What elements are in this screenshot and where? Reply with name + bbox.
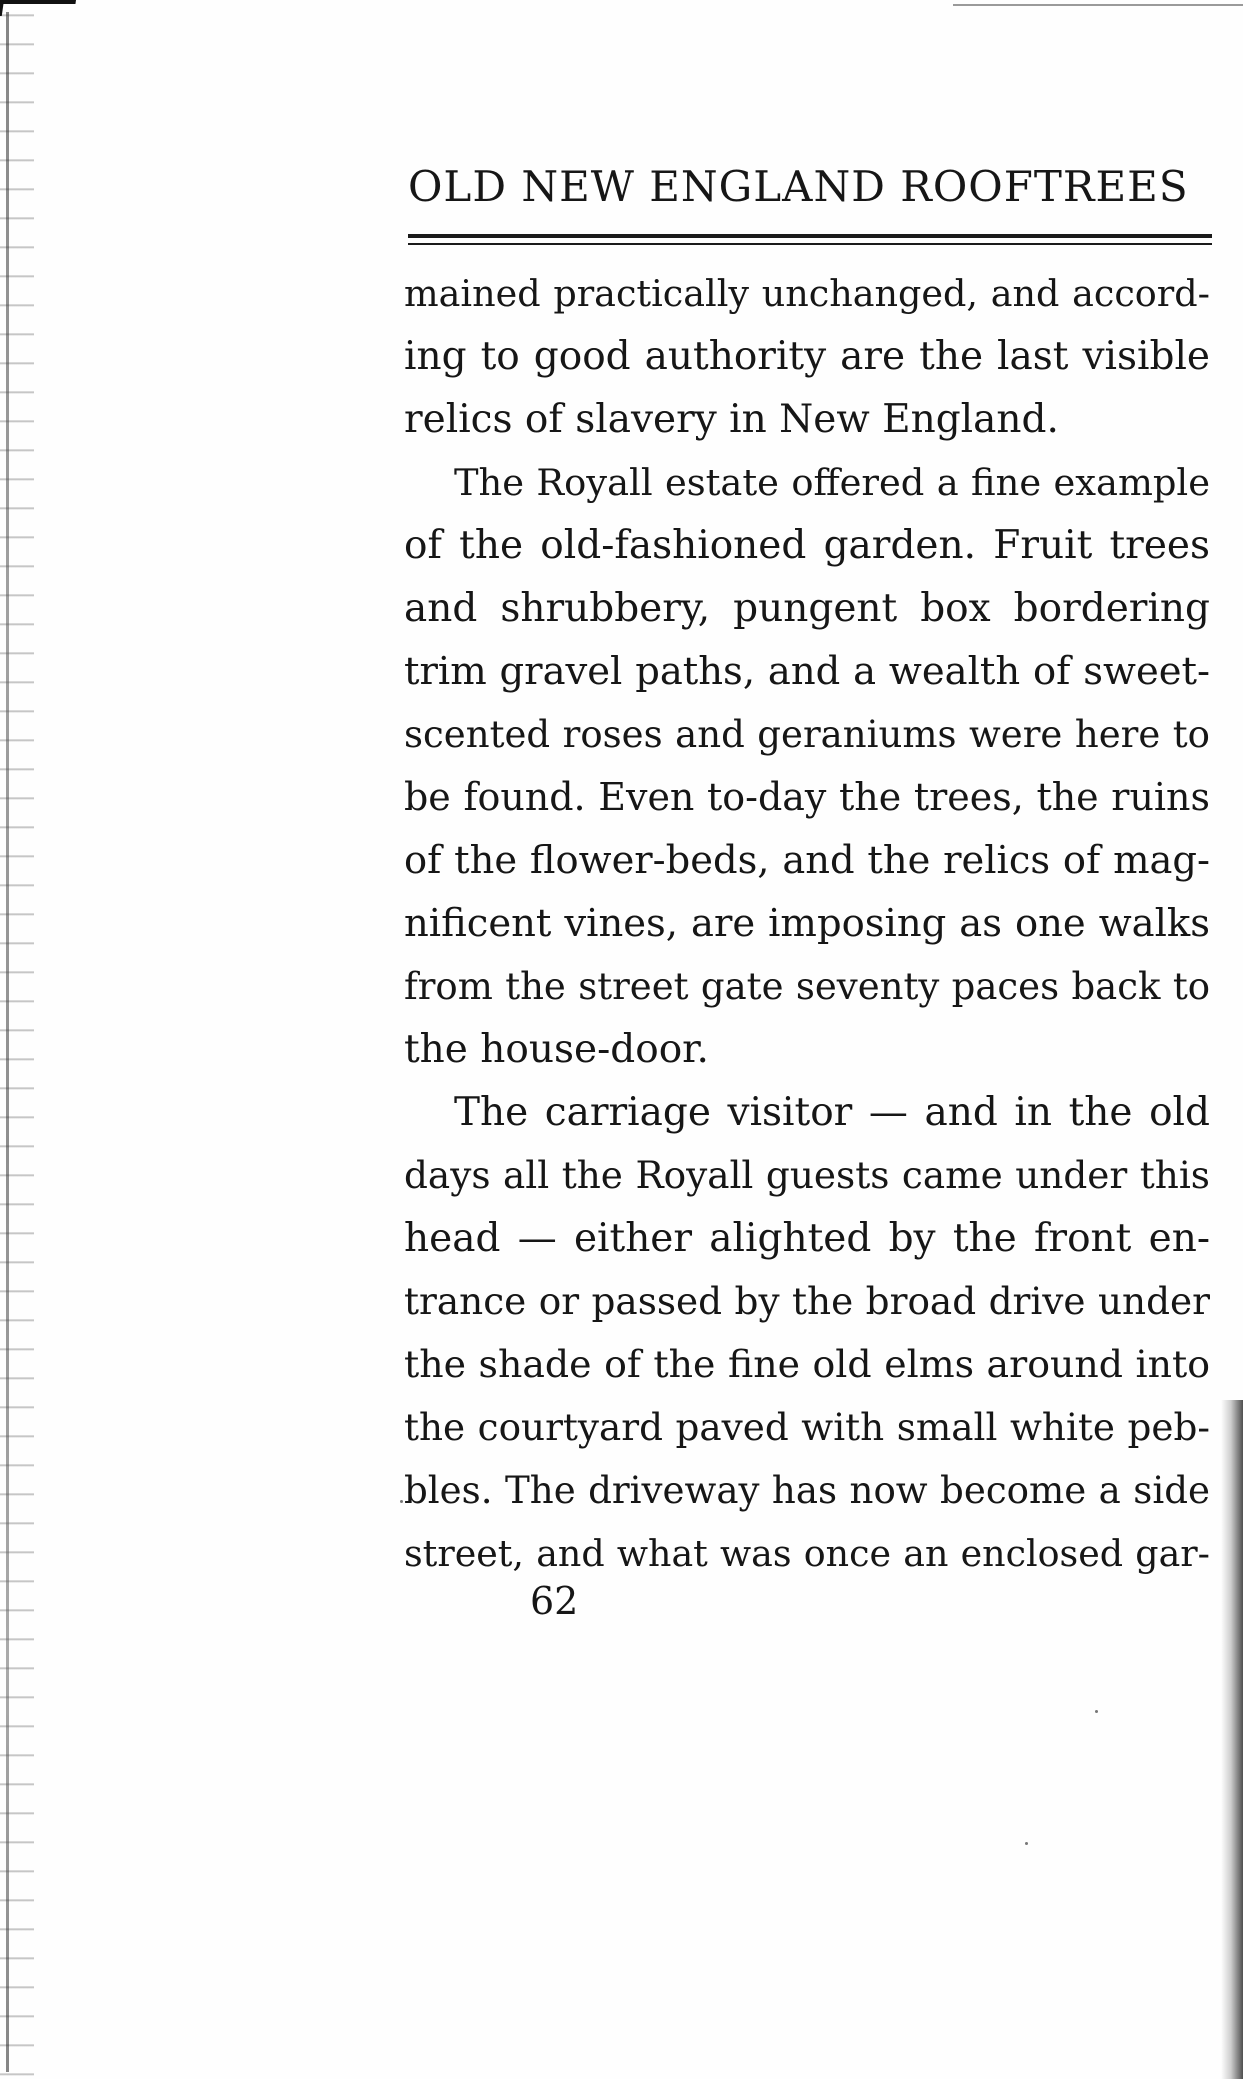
- text-line: trim gravel paths, and a wealth of sweet-: [404, 649, 1210, 694]
- text-line: of the flower-beds, and the relics of mag-: [404, 838, 1210, 883]
- header-rule-thick: [408, 234, 1212, 238]
- page-number: 62: [530, 1579, 579, 1623]
- scan-top-edge: [953, 4, 1243, 6]
- text-line: street, and what was once an enclosed gar-: [404, 1532, 1210, 1575]
- text-line: the house-door.: [404, 1027, 709, 1072]
- scan-right-edge: [1221, 1400, 1243, 2079]
- scan-speck: [400, 1500, 403, 1503]
- header-rule-thin: [408, 243, 1212, 245]
- text-line: scented roses and geraniums were here to: [404, 713, 1210, 756]
- text-line: ing to good authority are the last visible: [404, 334, 1210, 379]
- text-line: be found. Even to-day the trees, the ruins: [404, 775, 1210, 819]
- text-line: of the old-fashioned garden. Fruit trees: [404, 523, 1210, 568]
- text-line: the courtyard paved with small white peb-: [404, 1405, 1210, 1449]
- running-head: OLD NEW ENGLAND ROOFTREES: [408, 162, 1189, 211]
- scan-speck: [1025, 1842, 1028, 1845]
- text-line: The Royall estate offered a fine example: [454, 461, 1210, 504]
- text-line: head — either alighted by the front en-: [404, 1216, 1210, 1261]
- text-line: mained practically unchanged, and accord-: [404, 272, 1210, 315]
- text-line: The carriage visitor — and in the old: [454, 1090, 1210, 1135]
- text-line: trance or passed by the broad drive under: [404, 1279, 1210, 1323]
- text-line: and shrubbery, pungent box bordering: [404, 586, 1210, 631]
- text-line: bles. The driveway has now become a side: [404, 1468, 1210, 1512]
- text-line: from the street gate seventy paces back to: [404, 965, 1210, 1008]
- page-binding-shadow: [6, 12, 9, 2072]
- text-line: relics of slavery in New England.: [404, 397, 1059, 442]
- text-line: days all the Royall guests came under this: [404, 1153, 1210, 1197]
- scan-speck: [1095, 1710, 1098, 1713]
- text-line: nificent vines, are imposing as one walks: [404, 901, 1210, 946]
- text-line: the shade of the fine old elms around into: [404, 1342, 1210, 1386]
- page-corner-mark: [0, 0, 76, 16]
- body-text: [404, 262, 1210, 1585]
